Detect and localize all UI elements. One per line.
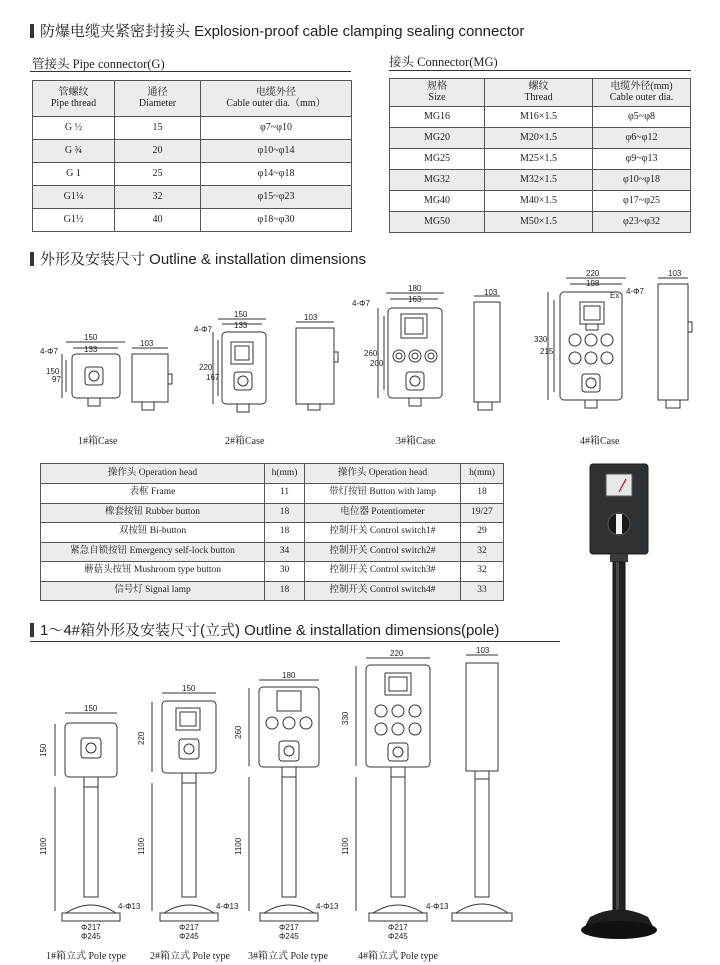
case1-height-label: 150: [46, 367, 60, 376]
pole1-drawing: [55, 713, 120, 921]
divider: [30, 71, 351, 72]
case3-caption: 3#箱Case: [396, 436, 436, 447]
case4-inner-height-label: 215: [540, 347, 554, 356]
pole3-base-holes: 4-Φ13: [316, 902, 339, 911]
case1-depth-label: 103: [140, 339, 154, 348]
pole4-base-inner: Φ217: [388, 923, 408, 932]
case3-side-drawing: [474, 296, 500, 410]
pole3-pole-label: 1100: [234, 837, 243, 855]
pole4-width-label: 220: [390, 649, 404, 658]
case4-holes-label: 4-Φ7: [626, 287, 644, 296]
case2-caption: 2#箱Case: [225, 436, 265, 447]
case3-depth-label: 103: [484, 288, 498, 297]
pole-side-drawing: [452, 655, 512, 921]
col-header: 操作头 Operation head: [305, 464, 461, 484]
table-row: MG16 M16×1.5 φ5~φ8: [390, 107, 691, 128]
case4-depth-label: 103: [668, 269, 682, 278]
pole1-width-label: 150: [84, 704, 98, 713]
product-photo: [560, 462, 675, 947]
case4-side-drawing: [658, 278, 692, 408]
case4-ex-mark: Ex: [610, 291, 620, 300]
table-row: G ½ 15 φ7~φ10: [33, 117, 352, 140]
pole4-caption: 4#箱立式 Pole type: [358, 951, 438, 962]
table-row: 蘑菇头按钮 Mushroom type button 30 控制开关 Control switch3# 32: [41, 562, 504, 582]
pole3-caption: 3#箱立式 Pole type: [248, 951, 328, 962]
section-marker: [30, 24, 34, 38]
table-row: MG20 M20×1.5 φ6~φ12: [390, 128, 691, 149]
pole2-caption: 2#箱立式 Pole type: [150, 951, 230, 962]
pole2-width-label: 150: [182, 684, 196, 693]
pole3-width-label: 180: [282, 671, 296, 680]
case3-inner-width-label: 163: [408, 295, 422, 304]
pole2-base-outer: Φ245: [179, 932, 199, 941]
divider: [30, 641, 560, 642]
case1-caption: 1#箱Case: [78, 436, 118, 447]
col-header: 电缆外径 Cable outer dia.（mm）: [201, 81, 352, 117]
case4-width-label: 220: [586, 269, 600, 278]
table-row: 橡套按钮 Rubber button 18 电位器 Potentiometer 19/27: [41, 503, 504, 523]
case1-inner-height-label: 97: [52, 375, 61, 384]
case4-inner-width-label: 198: [586, 279, 600, 288]
case1-holes-label: 4-Φ7: [40, 347, 58, 356]
mg-connector-table: [389, 78, 691, 233]
pipe-connector-table: [32, 80, 352, 232]
table-row: 双按钮 Bi-button 18 控制开关 Control switch1# 29: [41, 523, 504, 543]
pole4-base-holes: 4-Φ13: [426, 902, 449, 911]
col-header: 电缆外径(mm) Cable outer dia.: [593, 79, 691, 107]
col-header: h(mm): [265, 464, 305, 484]
pole2-pole-label: 1100: [137, 837, 146, 855]
table-row: G1½ 40 φ18~φ30: [33, 209, 352, 232]
case3-width-label: 180: [408, 284, 422, 293]
table-row: MG50 M50×1.5 φ23~φ32: [390, 212, 691, 233]
case3-holes-label: 4-Φ7: [352, 299, 370, 308]
pole1-pole-label: 1100: [39, 837, 48, 855]
pole2-base-holes: 4-Φ13: [216, 902, 239, 911]
table-row: 表框 Frame 11 带灯按钮 Button with lamp 18: [41, 484, 504, 504]
case2-front-drawing: [213, 319, 266, 412]
col-header: h(mm): [461, 464, 504, 484]
table-row: G ¾ 20 φ10~φ14: [33, 140, 352, 163]
pole2-drawing: [152, 693, 218, 921]
col-header: 通径 Diameter: [115, 81, 201, 117]
table-row: MG32 M32×1.5 φ10~φ18: [390, 170, 691, 191]
pole1-height-label: 150: [39, 743, 48, 757]
table-row: 信号灯 Signal lamp 18 控制开关 Control switch4# 33: [41, 581, 504, 601]
case-drawings: [0, 262, 720, 447]
case2-side-drawing: [296, 322, 338, 410]
pole3-height-label: 260: [234, 725, 243, 739]
case1-inner-width-label: 133: [84, 345, 98, 354]
pole1-caption: 1#箱立式 Pole type: [46, 951, 126, 962]
case2-depth-label: 103: [304, 313, 318, 322]
pipe-connector-title: 管接头 Pipe connector(G): [32, 57, 165, 71]
table-row: MG40 M40×1.5 φ17~φ25: [390, 191, 691, 212]
section-title-connector: [30, 20, 524, 41]
pole3-base-inner: Φ217: [279, 923, 299, 932]
page-title: 防爆电缆夹紧密封接头 Explosion-proof cable clamping sealing connector: [40, 23, 525, 40]
section-title-pole: [30, 619, 499, 640]
case3-inner-height-label: 200: [370, 359, 384, 368]
pole1-base-outer: Φ245: [81, 932, 101, 941]
case4-height-label: 330: [534, 335, 548, 344]
pole4-drawing: [356, 658, 430, 921]
pole2-base-inner: Φ217: [179, 923, 199, 932]
case2-holes-label: 4-Φ7: [194, 325, 212, 334]
case2-width-label: 150: [234, 310, 248, 319]
divider: [389, 70, 691, 71]
pole-drawings: [0, 645, 560, 945]
pole3-drawing: [249, 680, 319, 921]
case1-side-drawing: [132, 348, 172, 410]
operation-head-table: [40, 463, 504, 601]
pole2-height-label: 220: [137, 731, 146, 745]
col-header: 管螺纹 Pipe thread: [33, 81, 115, 117]
case1-width-label: 150: [84, 333, 98, 342]
table-row: MG25 M25×1.5 φ9~φ13: [390, 149, 691, 170]
pole4-pole-label: 1100: [341, 837, 350, 855]
case2-height-label: 220: [199, 363, 213, 372]
table-row: G1¼ 32 φ15~φ23: [33, 186, 352, 209]
table-row: G 1 25 φ14~φ18: [33, 163, 352, 186]
pole4-height-label: 330: [341, 711, 350, 725]
case2-inner-width-label: 133: [234, 321, 248, 330]
pole4-base-outer: Φ245: [388, 932, 408, 941]
case3-height-label: 260: [364, 349, 378, 358]
pole1-base-inner: Φ217: [81, 923, 101, 932]
pole1-base-holes: 4-Φ13: [118, 902, 141, 911]
pole3-base-outer: Φ245: [279, 932, 299, 941]
col-header: 操作头 Operation head: [41, 464, 265, 484]
case4-caption: 4#箱Case: [580, 436, 620, 447]
pole-depth-label: 103: [476, 646, 490, 655]
outline-title: 外形及安装尺寸 Outline & installation dimensions: [40, 251, 366, 268]
mg-connector-title: 接头 Connector(MG): [389, 55, 498, 69]
case3-front-drawing: [378, 293, 444, 406]
table-row: 紧急自锁按钮 Emergency self-lock button 34 控制开关 Control switch2# 32: [41, 542, 504, 562]
pole-title: 1～4#箱外形及安装尺寸(立式) Outline & installation dimensions(pole): [40, 622, 500, 639]
col-header: 螺纹 Thread: [485, 79, 593, 107]
case2-inner-height-label: 167: [206, 373, 220, 382]
section-marker: [30, 623, 34, 637]
col-header: 规格 Size: [390, 79, 485, 107]
